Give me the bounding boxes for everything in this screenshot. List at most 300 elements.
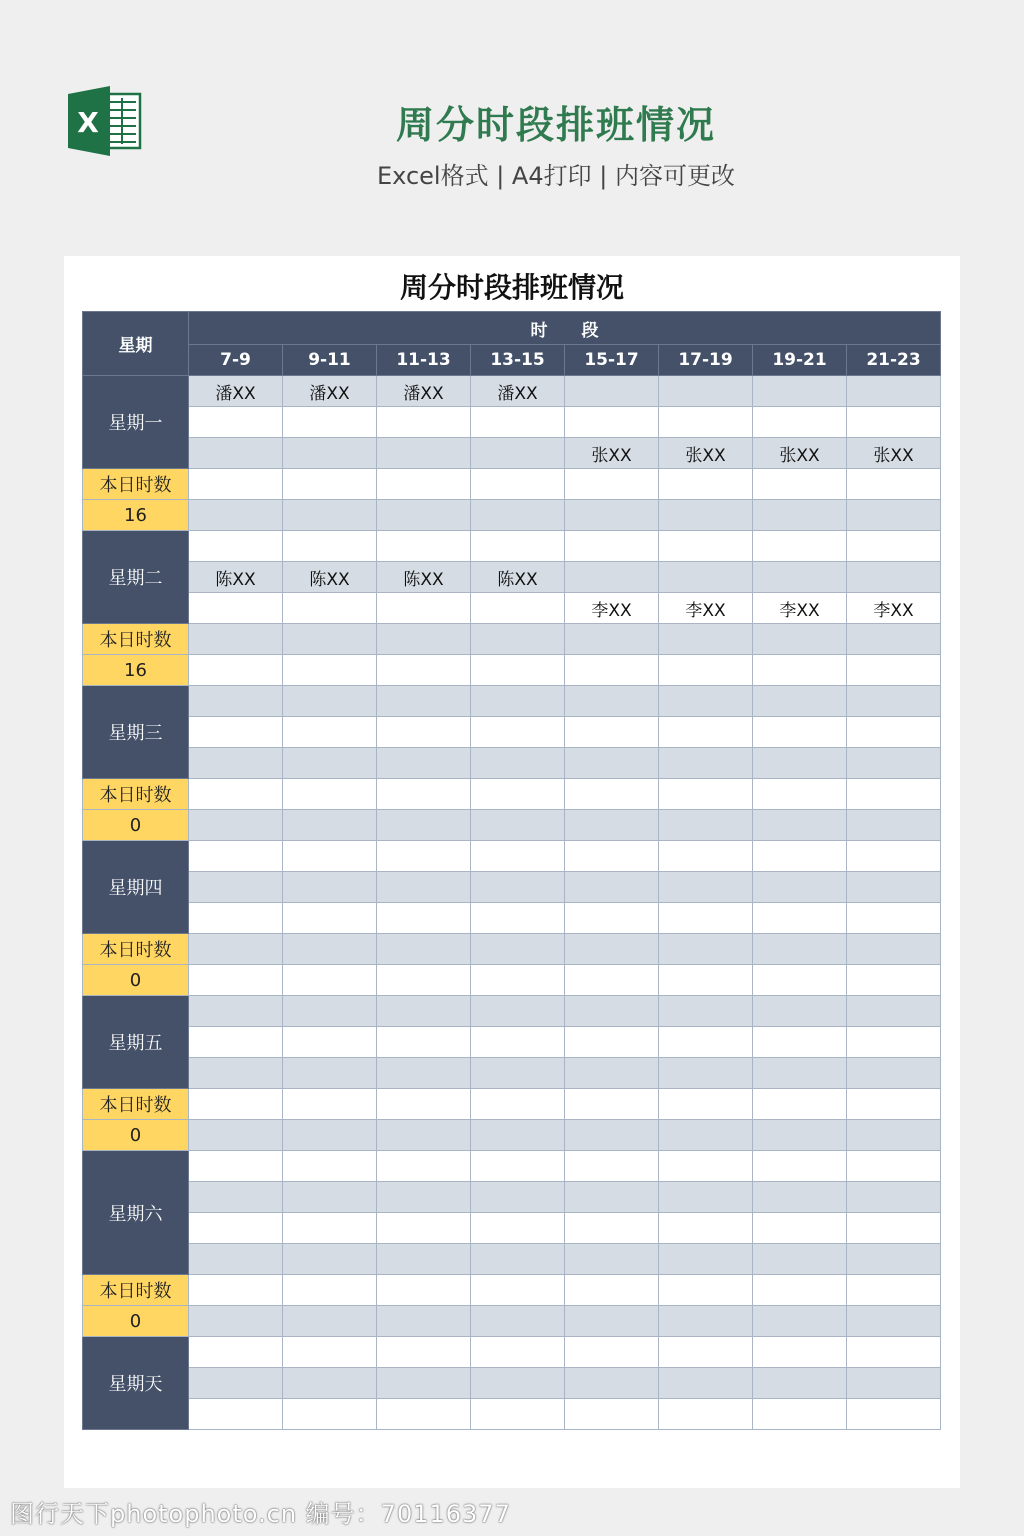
table-row (83, 1058, 941, 1089)
schedule-cell[interactable] (283, 1244, 377, 1275)
schedule-cell[interactable] (753, 996, 847, 1027)
hours-value: 0 (83, 965, 189, 996)
schedule-cell[interactable] (659, 717, 753, 748)
schedule-cell[interactable] (847, 1213, 941, 1244)
schedule-cell[interactable] (565, 934, 659, 965)
schedule-cell[interactable] (471, 624, 565, 655)
schedule-cell[interactable] (283, 624, 377, 655)
schedule-cell[interactable] (377, 810, 471, 841)
schedule-cell[interactable] (753, 1368, 847, 1399)
schedule-cell[interactable] (377, 686, 471, 717)
schedule-cell[interactable] (847, 407, 941, 438)
schedule-cell[interactable] (753, 531, 847, 562)
schedule-cell[interactable] (283, 1151, 377, 1182)
schedule-cell[interactable] (659, 1027, 753, 1058)
schedule-cell[interactable] (189, 810, 283, 841)
schedule-cell[interactable] (659, 1399, 753, 1430)
schedule-cell[interactable] (283, 1120, 377, 1151)
schedule-cell[interactable] (847, 810, 941, 841)
schedule-cell[interactable] (189, 872, 283, 903)
schedule-cell[interactable] (659, 469, 753, 500)
schedule-cell[interactable] (189, 655, 283, 686)
schedule-cell[interactable] (189, 438, 283, 469)
schedule-cell[interactable] (283, 872, 377, 903)
day-label: 星期五 (83, 996, 189, 1089)
schedule-cell[interactable] (189, 717, 283, 748)
schedule-cell[interactable] (283, 593, 377, 624)
schedule-cell[interactable] (659, 500, 753, 531)
schedule-cell[interactable] (283, 934, 377, 965)
schedule-cell[interactable] (659, 996, 753, 1027)
hours-label: 本日时数 (83, 1275, 189, 1306)
schedule-cell[interactable] (847, 469, 941, 500)
schedule-cell[interactable] (189, 1058, 283, 1089)
schedule-cell[interactable] (189, 1027, 283, 1058)
schedule-cell[interactable] (659, 810, 753, 841)
table-row (83, 376, 941, 407)
schedule-cell[interactable] (471, 996, 565, 1027)
schedule-cell[interactable]: 李XX (565, 593, 659, 624)
schedule-cell[interactable] (753, 1151, 847, 1182)
table-row (83, 779, 941, 810)
schedule-cell[interactable] (753, 376, 847, 407)
schedule-cell[interactable] (377, 531, 471, 562)
schedule-cell[interactable] (189, 531, 283, 562)
schedule-cell[interactable] (377, 1151, 471, 1182)
schedule-cell[interactable] (471, 810, 565, 841)
schedule-cell[interactable] (847, 624, 941, 655)
table-row (83, 562, 941, 593)
schedule-cell[interactable] (847, 903, 941, 934)
schedule-cell[interactable]: 李XX (753, 593, 847, 624)
schedule-cell[interactable] (565, 1306, 659, 1337)
schedule-cell[interactable] (189, 500, 283, 531)
schedule-cell[interactable] (283, 1027, 377, 1058)
schedule-cell[interactable] (283, 531, 377, 562)
slot-header: 11-13 (377, 345, 471, 376)
schedule-cell[interactable] (565, 1213, 659, 1244)
schedule-cell[interactable] (377, 1058, 471, 1089)
schedule-cell[interactable] (189, 624, 283, 655)
schedule-cell[interactable]: 李XX (659, 593, 753, 624)
schedule-cell[interactable] (283, 438, 377, 469)
schedule-cell[interactable] (471, 1089, 565, 1120)
schedule-cell[interactable] (283, 996, 377, 1027)
schedule-cell[interactable] (753, 655, 847, 686)
schedule-cell[interactable] (659, 872, 753, 903)
schedule-cell[interactable] (659, 934, 753, 965)
schedule-cell[interactable] (189, 469, 283, 500)
schedule-cell[interactable] (283, 810, 377, 841)
schedule-cell[interactable] (565, 407, 659, 438)
schedule-cell[interactable] (377, 996, 471, 1027)
schedule-cell[interactable] (659, 779, 753, 810)
schedule-cell[interactable] (565, 1089, 659, 1120)
schedule-cell[interactable] (471, 1213, 565, 1244)
schedule-cell[interactable] (847, 779, 941, 810)
schedule-cell[interactable] (377, 469, 471, 500)
schedule-cell[interactable] (377, 1368, 471, 1399)
schedule-cell[interactable] (753, 1027, 847, 1058)
schedule-cell[interactable] (753, 1337, 847, 1368)
schedule-cell[interactable] (283, 407, 377, 438)
schedule-cell[interactable] (377, 779, 471, 810)
schedule-cell[interactable] (565, 1399, 659, 1430)
schedule-cell[interactable] (565, 779, 659, 810)
schedule-cell[interactable] (565, 1058, 659, 1089)
schedule-cell[interactable] (189, 593, 283, 624)
schedule-cell[interactable] (471, 593, 565, 624)
schedule-cell[interactable] (753, 562, 847, 593)
schedule-cell[interactable] (753, 717, 847, 748)
schedule-cell[interactable] (659, 531, 753, 562)
schedule-cell[interactable] (659, 407, 753, 438)
schedule-cell[interactable] (377, 903, 471, 934)
schedule-cell[interactable] (753, 1089, 847, 1120)
schedule-cell[interactable] (659, 1089, 753, 1120)
schedule-cell[interactable] (659, 1182, 753, 1213)
schedule-cell[interactable] (377, 1337, 471, 1368)
schedule-cell[interactable] (659, 748, 753, 779)
schedule-cell[interactable] (565, 965, 659, 996)
schedule-cell[interactable] (659, 1213, 753, 1244)
schedule-cell[interactable] (471, 1027, 565, 1058)
schedule-cell[interactable] (471, 748, 565, 779)
schedule-cell[interactable] (471, 1306, 565, 1337)
schedule-cell[interactable] (283, 686, 377, 717)
schedule-cell[interactable]: 张XX (753, 438, 847, 469)
schedule-cell[interactable] (283, 1399, 377, 1430)
schedule-cell[interactable] (565, 996, 659, 1027)
schedule-cell[interactable]: 陈XX (377, 562, 471, 593)
schedule-cell[interactable]: 陈XX (283, 562, 377, 593)
schedule-cell[interactable] (471, 841, 565, 872)
schedule-cell[interactable] (659, 655, 753, 686)
schedule-cell[interactable]: 张XX (659, 438, 753, 469)
schedule-cell[interactable] (753, 1244, 847, 1275)
schedule-cell[interactable] (753, 810, 847, 841)
schedule-cell[interactable] (847, 1089, 941, 1120)
schedule-cell[interactable] (471, 872, 565, 903)
schedule-cell[interactable] (753, 1213, 847, 1244)
schedule-cell[interactable] (471, 934, 565, 965)
schedule-cell[interactable] (377, 1027, 471, 1058)
table-row (83, 1089, 941, 1120)
schedule-cell[interactable] (471, 531, 565, 562)
schedule-cell[interactable] (565, 1275, 659, 1306)
day-column-header: 星期 (83, 312, 189, 376)
schedule-cell[interactable]: 陈XX (189, 562, 283, 593)
schedule-cell[interactable] (189, 1182, 283, 1213)
schedule-cell[interactable] (377, 934, 471, 965)
schedule-cell[interactable] (283, 1337, 377, 1368)
schedule-cell[interactable] (471, 1151, 565, 1182)
schedule-cell[interactable] (659, 1120, 753, 1151)
schedule-cell[interactable] (753, 1182, 847, 1213)
schedule-cell[interactable] (847, 1058, 941, 1089)
schedule-cell[interactable] (283, 1089, 377, 1120)
schedule-cell[interactable] (847, 686, 941, 717)
schedule-cell[interactable] (189, 1399, 283, 1430)
schedule-cell[interactable] (847, 1244, 941, 1275)
schedule-cell[interactable] (847, 841, 941, 872)
schedule-cell[interactable] (753, 1399, 847, 1430)
schedule-cell[interactable] (565, 1120, 659, 1151)
schedule-cell[interactable] (565, 686, 659, 717)
schedule-cell[interactable] (471, 1368, 565, 1399)
schedule-cell[interactable] (565, 531, 659, 562)
schedule-cell[interactable] (847, 1337, 941, 1368)
schedule-cell[interactable] (471, 686, 565, 717)
schedule-cell[interactable] (753, 500, 847, 531)
schedule-cell[interactable] (753, 841, 847, 872)
schedule-cell[interactable] (471, 438, 565, 469)
schedule-cell[interactable] (189, 1306, 283, 1337)
table-row (83, 531, 941, 562)
schedule-cell[interactable] (189, 686, 283, 717)
schedule-cell[interactable] (471, 1275, 565, 1306)
slot-header: 17-19 (659, 345, 753, 376)
schedule-cell[interactable] (565, 1182, 659, 1213)
schedule-cell[interactable] (283, 1275, 377, 1306)
schedule-cell[interactable] (565, 624, 659, 655)
schedule-cell[interactable]: 陈XX (471, 562, 565, 593)
schedule-cell[interactable] (377, 438, 471, 469)
schedule-cell[interactable] (471, 407, 565, 438)
schedule-cell[interactable] (847, 748, 941, 779)
excel-logo-letter: X (77, 106, 99, 139)
schedule-cell[interactable] (283, 841, 377, 872)
schedule-cell[interactable] (189, 996, 283, 1027)
schedule-cell[interactable] (659, 841, 753, 872)
schedule-cell[interactable] (847, 1368, 941, 1399)
schedule-cell[interactable] (471, 1182, 565, 1213)
schedule-cell[interactable] (189, 748, 283, 779)
schedule-cell[interactable] (847, 562, 941, 593)
schedule-cell[interactable] (377, 872, 471, 903)
schedule-cell[interactable] (847, 376, 941, 407)
schedule-cell[interactable] (565, 655, 659, 686)
schedule-cell[interactable] (471, 1337, 565, 1368)
schedule-cell[interactable] (377, 1275, 471, 1306)
schedule-cell[interactable] (283, 779, 377, 810)
table-row (83, 996, 941, 1027)
schedule-cell[interactable] (471, 1399, 565, 1430)
schedule-cell[interactable] (189, 1213, 283, 1244)
schedule-cell[interactable]: 张XX (565, 438, 659, 469)
schedule-cell[interactable] (753, 1306, 847, 1337)
schedule-cell[interactable] (847, 500, 941, 531)
schedule-cell[interactable] (565, 562, 659, 593)
schedule-cell[interactable] (189, 1244, 283, 1275)
schedule-cell[interactable] (565, 872, 659, 903)
schedule-cell[interactable] (283, 500, 377, 531)
schedule-cell[interactable] (753, 1058, 847, 1089)
schedule-cell[interactable] (753, 965, 847, 996)
hours-value: 16 (83, 500, 189, 531)
schedule-cell[interactable] (377, 1213, 471, 1244)
schedule-cell[interactable] (377, 1182, 471, 1213)
schedule-cell[interactable] (847, 872, 941, 903)
schedule-cell[interactable] (189, 1120, 283, 1151)
schedule-cell[interactable] (377, 655, 471, 686)
day-label: 星期天 (83, 1337, 189, 1430)
schedule-cell[interactable] (377, 1244, 471, 1275)
schedule-cell[interactable] (753, 407, 847, 438)
schedule-cell[interactable] (565, 841, 659, 872)
slot-header: 21-23 (847, 345, 941, 376)
schedule-cell[interactable] (847, 1182, 941, 1213)
schedule-cell[interactable] (283, 655, 377, 686)
schedule-cell[interactable] (565, 717, 659, 748)
schedule-cell[interactable] (377, 748, 471, 779)
schedule-cell[interactable] (847, 996, 941, 1027)
schedule-cell[interactable] (753, 469, 847, 500)
table-row (83, 1337, 941, 1368)
schedule-cell[interactable] (659, 1306, 753, 1337)
schedule-cell[interactable] (753, 779, 847, 810)
schedule-cell[interactable] (847, 934, 941, 965)
table-row (83, 872, 941, 903)
schedule-cell[interactable] (847, 1306, 941, 1337)
watermark: 图行天下photophoto.cn 编号：70116377 (10, 1500, 511, 1528)
slot-header: 7-9 (189, 345, 283, 376)
schedule-cell[interactable]: 潘XX (283, 376, 377, 407)
schedule-cell[interactable] (377, 717, 471, 748)
schedule-cell[interactable] (659, 965, 753, 996)
table-row (83, 748, 941, 779)
schedule-cell[interactable] (189, 841, 283, 872)
table-row (83, 407, 941, 438)
schedule-cell[interactable] (847, 1399, 941, 1430)
table-row (83, 1027, 941, 1058)
schedule-cell[interactable] (565, 903, 659, 934)
schedule-cell[interactable]: 潘XX (377, 376, 471, 407)
schedule-cell[interactable] (565, 748, 659, 779)
table-row (83, 934, 941, 965)
schedule-cell[interactable] (753, 1120, 847, 1151)
schedule-cell[interactable] (659, 376, 753, 407)
schedule-cell[interactable] (659, 903, 753, 934)
schedule-cell[interactable] (753, 872, 847, 903)
schedule-cell[interactable] (377, 841, 471, 872)
schedule-cell[interactable] (753, 748, 847, 779)
schedule-cell[interactable]: 潘XX (189, 376, 283, 407)
slot-header: 9-11 (283, 345, 377, 376)
schedule-cell[interactable] (753, 686, 847, 717)
schedule-cell[interactable] (189, 934, 283, 965)
schedule-cell[interactable] (471, 1120, 565, 1151)
schedule-cell[interactable] (847, 1120, 941, 1151)
schedule-cell[interactable] (377, 407, 471, 438)
schedule-cell[interactable] (189, 407, 283, 438)
schedule-cell[interactable] (283, 469, 377, 500)
table-row (83, 655, 941, 686)
schedule-cell[interactable] (659, 1368, 753, 1399)
schedule-cell[interactable] (565, 1027, 659, 1058)
schedule-cell[interactable] (471, 717, 565, 748)
schedule-cell[interactable]: 张XX (847, 438, 941, 469)
schedule-cell[interactable]: 李XX (847, 593, 941, 624)
schedule-cell[interactable] (189, 1368, 283, 1399)
schedule-cell[interactable] (659, 562, 753, 593)
schedule-cell[interactable] (471, 779, 565, 810)
schedule-cell[interactable] (753, 624, 847, 655)
schedule-cell[interactable] (189, 903, 283, 934)
schedule-cell[interactable] (847, 1151, 941, 1182)
schedule-cell[interactable] (377, 500, 471, 531)
schedule-cell[interactable] (847, 965, 941, 996)
schedule-cell[interactable] (471, 1244, 565, 1275)
schedule-cell[interactable] (189, 965, 283, 996)
schedule-cell[interactable]: 潘XX (471, 376, 565, 407)
schedule-cell[interactable] (189, 1089, 283, 1120)
schedule-cell[interactable] (565, 1244, 659, 1275)
schedule-cell[interactable] (189, 779, 283, 810)
schedule-cell[interactable] (847, 717, 941, 748)
schedule-cell[interactable] (471, 655, 565, 686)
schedule-cell[interactable] (659, 1151, 753, 1182)
schedule-cell[interactable] (377, 593, 471, 624)
schedule-cell[interactable] (565, 1151, 659, 1182)
schedule-cell[interactable] (283, 748, 377, 779)
schedule-cell[interactable] (283, 965, 377, 996)
schedule-cell[interactable] (377, 1120, 471, 1151)
schedule-cell[interactable] (565, 376, 659, 407)
schedule-cell[interactable] (565, 1337, 659, 1368)
schedule-cell[interactable] (847, 531, 941, 562)
schedule-cell[interactable] (377, 1399, 471, 1430)
schedule-cell[interactable] (377, 965, 471, 996)
schedule-cell[interactable] (565, 810, 659, 841)
schedule-cell[interactable] (753, 934, 847, 965)
schedule-cell[interactable] (659, 1244, 753, 1275)
schedule-cell[interactable] (283, 903, 377, 934)
schedule-cell[interactable] (189, 1275, 283, 1306)
schedule-cell[interactable] (283, 1213, 377, 1244)
schedule-cell[interactable] (471, 469, 565, 500)
schedule-cell[interactable] (565, 500, 659, 531)
schedule-cell[interactable] (753, 903, 847, 934)
schedule-cell[interactable] (847, 655, 941, 686)
slot-header: 19-21 (753, 345, 847, 376)
schedule-cell[interactable] (659, 1337, 753, 1368)
schedule-cell[interactable] (847, 1027, 941, 1058)
schedule-cell[interactable] (377, 1089, 471, 1120)
schedule-cell[interactable] (847, 1275, 941, 1306)
schedule-cell[interactable] (565, 1368, 659, 1399)
schedule-cell[interactable] (283, 717, 377, 748)
schedule-cell[interactable] (471, 965, 565, 996)
schedule-cell[interactable] (283, 1058, 377, 1089)
schedule-cell[interactable] (471, 500, 565, 531)
schedule-cell[interactable] (753, 1275, 847, 1306)
schedule-cell[interactable] (189, 1337, 283, 1368)
schedule-cell[interactable] (659, 1058, 753, 1089)
schedule-cell[interactable] (659, 624, 753, 655)
schedule-cell[interactable] (189, 1151, 283, 1182)
schedule-cell[interactable] (377, 1306, 471, 1337)
schedule-cell[interactable] (471, 903, 565, 934)
schedule-cell[interactable] (659, 1275, 753, 1306)
schedule-cell[interactable] (283, 1368, 377, 1399)
schedule-cell[interactable] (471, 1058, 565, 1089)
schedule-cell[interactable] (565, 469, 659, 500)
schedule-cell[interactable] (283, 1306, 377, 1337)
schedule-cell[interactable] (377, 624, 471, 655)
schedule-cell[interactable] (659, 686, 753, 717)
schedule-cell[interactable] (283, 1182, 377, 1213)
